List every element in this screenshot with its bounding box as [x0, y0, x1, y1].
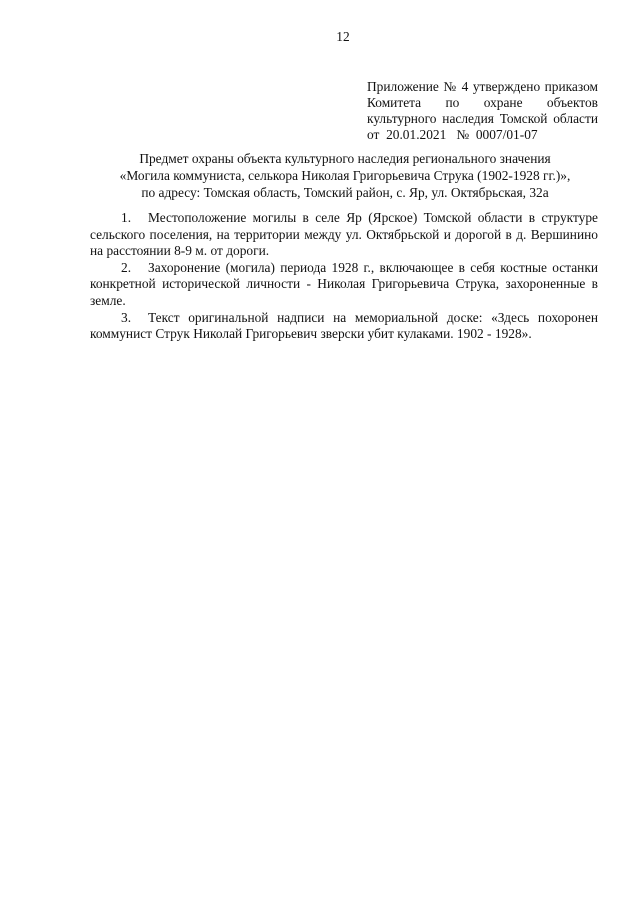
appendix-line: Комитета по охране объектов — [367, 95, 598, 110]
document-body — [90, 210, 598, 343]
appendix-approval-block — [367, 79, 598, 143]
item-number: 2. — [121, 259, 132, 275]
title-line: «Могила коммуниста, селькора Николая Григорьевича Струка (1902-1928 гг.)», — [119, 168, 571, 183]
item-text: Местоположение могилы в селе Яр (Ярское) Томской области в структуре сельского поселения, на территории между ул. Октябрьской и дорогой в д. Вершинино на расстоянии 8-9 м. от дороги. — [90, 210, 598, 259]
document-title — [60, 150, 630, 201]
item-text: Текст оригинальной надписи на мемориальной доске: «Здесь похоронен коммунист Струк Николай Григорьевич зверски убит кулаками. 1902 - 1928». — [90, 309, 598, 342]
appendix-line: культурного наследия Томской области — [367, 111, 598, 126]
title-line: Предмет охраны объекта культурного наследия регионального значения — [139, 151, 551, 166]
appendix-line: Приложение № 4 утверждено приказом — [367, 79, 598, 94]
item-number: 3. — [121, 309, 132, 325]
item-text: Захоронение (могила) периода 1928 г., включающее в себя костные останки конкретной исторической личности - Николая Григорьевича Струка, захороненные в земле. — [90, 259, 598, 308]
item-number: 1. — [121, 210, 132, 225]
list-item — [90, 260, 598, 310]
appendix-line: от 20.01.2021 № 0007/01-07 — [367, 127, 538, 142]
title-line: по адресу: Томская область, Томский район, с. Яр, ул. Октябрьская, 32а — [141, 185, 549, 200]
list-item — [90, 310, 598, 343]
list-item — [90, 210, 598, 260]
page-number: 12 — [336, 29, 350, 44]
